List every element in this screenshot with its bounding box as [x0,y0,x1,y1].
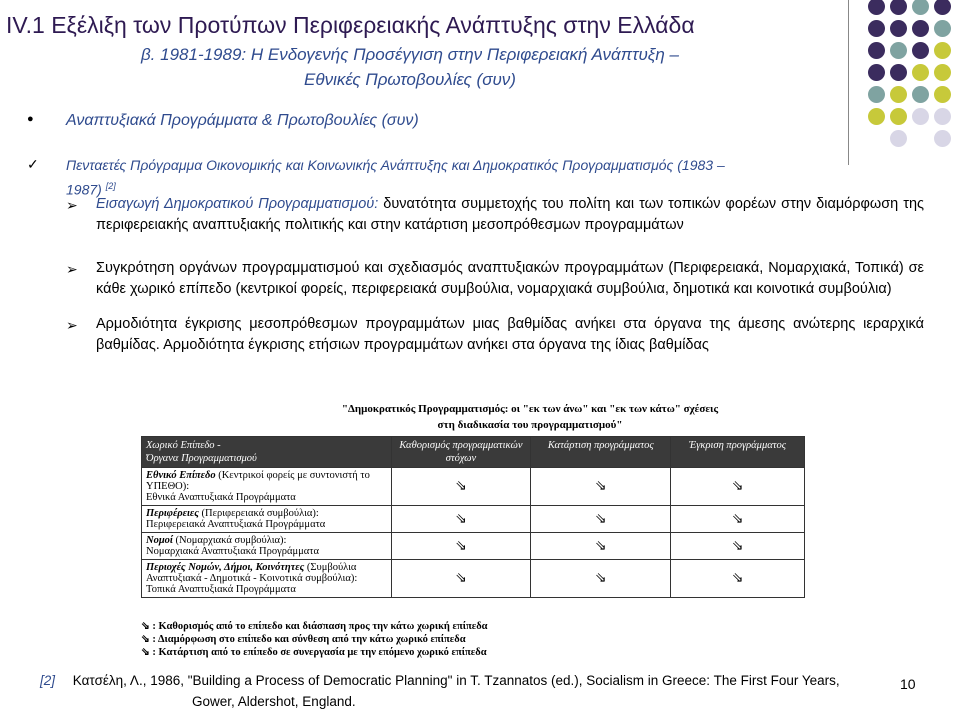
arrow-bullet-icon: ➢ [66,317,78,333]
dot-icon [912,64,929,81]
row-level-national [142,468,392,506]
arrow-mark-icon: ⇘ [671,560,805,598]
check-line-2-text: 1987) [66,181,102,198]
dot-icon [890,130,907,147]
reference-footnote [40,670,840,712]
table-row [142,468,805,506]
dot-icon [890,64,907,81]
header-level-line-1: Χωρικό Επίπεδο - [146,440,221,451]
arrow-mark-icon: ⇘ [391,468,531,506]
arrow-mark-icon: ⇘ [531,533,671,560]
dot-icon [868,0,885,15]
table-header-approval: Έγκριση προγράμματος [671,437,805,468]
arrow-mark-icon: ⇘ [391,533,531,560]
row-rest: (Νομαρχιακά συμβούλια): [172,535,287,546]
dot-icon [934,108,951,125]
dot-icon [868,42,885,59]
arrow-mark-icon: ⇘ [531,506,671,533]
dot-icon [868,20,885,37]
reference-text-1: Κατσέλη, Λ., 1986, "Building a Process of Democratic Planning" in T. Tzannatos (ed.), Socialism in Greece: The First Four Years, [72,673,840,688]
row-lead: Εθνικό Επίπεδο [146,470,216,481]
row-sub: Περιφερειακά Αναπτυξιακά Προγράμματα [146,519,326,530]
sub-item-text: δυνατότητα συμμετοχής του πολίτη και των τοπικών φορέων στην διαμόρφωση της περιφερειακής αναπτυξιακής πολιτικής και στην κατάρτιση μεσοπρόθεσμων προγραμμάτων [96,196,924,233]
legend-line-1: ⇘ : Καθορισμός από το επίπεδο και διάσπαση προς την κάτω χωρική επίπεδα [141,621,488,632]
dot-icon [934,42,951,59]
dot-icon [890,108,907,125]
row-rest: (Κεντρικοί φορείς με συντονιστή το ΥΠΕΘΟ): [146,470,370,492]
table-header-targets: Καθορισμός προγραμματικών στόχων [391,437,531,468]
decorative-dot-grid [859,0,960,150]
row-lead: Νομοί [146,535,173,546]
arrow-mark-icon: ⇘ [531,560,671,598]
row-lead: Περιοχές Νομών, Δήμοι, Κοινότητες [146,562,305,573]
dot-icon [868,108,885,125]
table-row [142,560,805,598]
table-row [142,506,805,533]
dot-icon [934,64,951,81]
bullet-dot-icon: ● [27,113,34,125]
arrow-bullet-icon: ➢ [66,197,78,213]
dot-icon [890,42,907,59]
row-level-prefectures [142,533,392,560]
row-rest: (Περιφερειακά συμβούλια): [198,508,319,519]
arrow-mark-icon: ⇘ [391,506,531,533]
dot-icon [912,0,929,15]
subtitle-line-1: β. 1981-1989: Η Ενδογενής Προσέγγιση στην Περιφερειακή Ανάπτυξη – [140,45,680,64]
row-sub: Τοπικά Αναπτυξιακά Προγράμματα [146,584,296,595]
slide-subtitle [40,42,780,92]
reference-line-1 [40,670,840,691]
row-level-regions [142,506,392,533]
header-divider [848,0,849,165]
figure-title [270,401,790,433]
sub-item-lead: Εισαγωγή Δημοκρατικού Προγραμματισμού: [96,196,379,212]
dot-icon [890,0,907,15]
row-level-local [142,560,392,598]
arrow-mark-icon: ⇘ [671,468,805,506]
table-header-level [142,437,392,468]
dot-icon [934,0,951,15]
figure-title-line-2: στη διαδικασία του προγραμματισμού" [437,419,623,431]
checkmark-icon: ✓ [27,156,39,172]
figure-legend [141,620,805,659]
dot-icon [934,20,951,37]
row-sub: Εθνικά Αναπτυξιακά Προγράμματα [146,492,296,503]
dot-icon [912,108,929,125]
dot-icon [912,86,929,103]
table-header-row [142,437,805,468]
legend-line-2: ⇘ : Διαμόρφωση στο επίπεδο και σύνθεση από την κάτω χωρικό επίπεδα [141,634,466,645]
table-row [142,533,805,560]
sub-item-approval: Αρμοδιότητα έγκρισης μεσοπρόθεσμων προγραμμάτων μιας βαθμίδας ανήκει στα όργανα της άμεσης ανώτερης ιεραρχικά βαθμίδας. Αρμοδιότητα έγκρισης ετήσιων προγραμμάτων ανήκει στα όργανα της ίδιας βαθμίδας [96,316,924,353]
figure-title-line-1: "Δημοκρατικός Προγραμματισμός: οι "εκ των άνω" και "εκ των κάτω" σχέσεις [341,403,719,415]
page-number: 10 [900,676,916,692]
header-level-line-2: Όργανα Προγραμματισμού [146,453,257,464]
reference-marker[interactable]: [2] [40,673,56,688]
arrow-mark-icon: ⇘ [531,468,671,506]
sub-item-democratic-planning [96,194,924,236]
dot-icon [934,130,951,147]
dot-icon [890,86,907,103]
check-line-1: Πενταετές Πρόγραμμα Οικονομικής και Κοινωνικής Ανάπτυξης και Δημοκρατικός Προγραμματισμός (1983 – [66,157,725,173]
dot-icon [868,64,885,81]
table-header-drafting: Κατάρτιση προγράμματος [531,437,671,468]
subtitle-line-2: Εθνικές Πρωτοβουλίες (συν) [304,70,516,89]
dot-icon [890,20,907,37]
arrow-bullet-icon: ➢ [66,261,78,277]
slide-title: IV.1 Εξέλιξη των Προτύπων Περιφερειακής Ανάπτυξης στην Ελλάδα [6,12,695,38]
arrow-mark-icon: ⇘ [671,533,805,560]
row-rest: (Συμβούλια Αναπτυξιακά - Δημοτικά - Κοινοτικά συμβούλια): [146,562,358,584]
row-lead: Περιφέρειες [146,508,199,519]
planning-table [141,436,805,598]
arrow-mark-icon: ⇘ [391,560,531,598]
dot-icon [934,86,951,103]
dot-icon [912,42,929,59]
bullet-programs: Αναπτυξιακά Προγράμματα & Πρωτοβουλίες (συν) [66,112,419,129]
dot-icon [868,86,885,103]
sub-item-planning-bodies: Συγκρότηση οργάνων προγραμματισμού και σχεδιασμός αναπτυξιακών προγραμμάτων (Περιφερειακά, Νομαρχιακά, Τοπικά) σε κάθε χωρικό επίπεδο (κεντρικοί φορείς, περιφερειακά συμβούλια, νομαρχιακά συμβούλια, δημοτικά και κοινοτικά συμβούλια) [96,260,924,297]
row-sub: Νομαρχιακά Αναπτυξιακά Προγράμματα [146,546,319,557]
legend-line-3: ⇘ : Κατάρτιση από το επίπεδο σε συνεργασία με την επόμενο χωρικό επίπεδα [141,647,487,658]
footnote-ref[interactable]: [2] [105,181,116,191]
dot-icon [912,20,929,37]
reference-text-2: Gower, Aldershot, England. [192,694,356,709]
arrow-mark-icon: ⇘ [671,506,805,533]
